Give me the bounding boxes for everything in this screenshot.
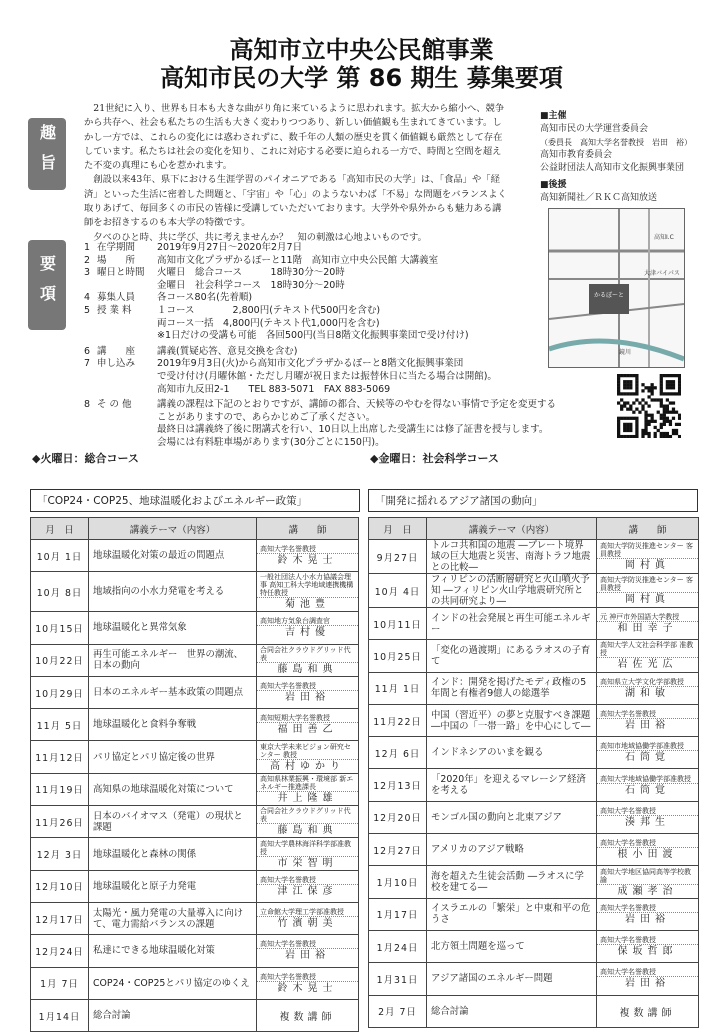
lecture-theme: 地球温暖化と異常気象	[89, 612, 257, 644]
lecturer-cell	[597, 769, 699, 801]
schedule-row	[31, 806, 359, 838]
lecture-theme: 太陽光・風力発電の大量導入に向けて、電力需給バランスの課題	[89, 902, 257, 934]
lecturer-name: 高村ゆかり	[270, 760, 345, 772]
organizer-line: 公益財団法人高知市文化振興事業団	[540, 163, 685, 173]
lecturer-cell	[257, 644, 359, 676]
lecturer-affiliation: 高知大学名誉教授	[597, 838, 698, 848]
qr-graphic	[617, 374, 681, 438]
lecturer-name: 複数講師	[279, 1012, 336, 1023]
schedule-row	[369, 801, 699, 833]
lecturer-affiliation: 高知大学名誉教授	[257, 681, 358, 691]
lecturer-cell	[597, 640, 699, 672]
lecturer-name: 根小田渡	[617, 849, 678, 861]
title-line2: 高知市民の大学 第 86 期生 募集要項	[160, 64, 563, 92]
lecture-date: 12月27日	[369, 834, 427, 866]
intro-paragraph: 夕べのひと時、共に学び、共に考えませんか？ 知の刺激は心地よいものです。	[93, 231, 427, 243]
lecturer-cell	[257, 612, 359, 644]
detail-line: ※1日だけの受講も可能 各回500円(当日8階文化振興事業団で受け付け)	[157, 330, 469, 342]
lecturer-name: 岩田裕	[625, 720, 670, 732]
lecture-date: 1月31日	[369, 963, 427, 995]
lecturer-cell	[257, 709, 359, 741]
lecture-date: 10月11日	[369, 608, 427, 640]
lecture-date: 11月12日	[31, 741, 89, 773]
section-label-shushi: 趣旨	[28, 118, 66, 190]
detail-item	[84, 292, 514, 305]
lecturer-cell	[597, 930, 699, 962]
detail-line: 講義の課程は下記のとおりですが、講師の都合、天候等のやむを得ない事情で予定を変更する	[157, 399, 557, 411]
schedule-row	[369, 704, 699, 736]
lecture-date: 12月20日	[369, 801, 427, 833]
schedule-row	[31, 935, 359, 967]
lecturer-name: 湖和敏	[625, 687, 670, 699]
lecturer-affiliation: 高知大学名誉教授	[597, 709, 698, 719]
friday-heading: ◆金曜日：社会科学コース	[370, 452, 499, 465]
friday-course-title: 「開発に揺れるアジア諸国の動向」	[368, 489, 698, 512]
detail-line: 会場には有料駐車場があります(30分ごとに150円)。	[157, 436, 385, 448]
schedule-row	[369, 963, 699, 995]
detail-value	[157, 346, 514, 359]
lecturer-affiliation: 高知大学名誉教授	[597, 806, 698, 816]
schedule-row	[31, 676, 359, 708]
lecturer-affiliation: 高知大学名誉教授	[597, 935, 698, 945]
lecture-theme: アジア諸国のエネルギー問題	[427, 963, 597, 995]
lecture-date: 1月14日	[31, 999, 89, 1031]
lecturer-name: 市栄智明	[277, 857, 338, 869]
lecturer-affiliation: 合同会社クラウドグリッド代表	[257, 806, 358, 824]
lecturer-affiliation: 高知大学名誉教授	[257, 544, 358, 554]
lecture-theme: 「2020年」を迎えるマレーシア経済を考える	[427, 769, 597, 801]
schedule-row	[369, 930, 699, 962]
lecturer-cell	[257, 676, 359, 708]
lecturer-name: 藤島和典	[277, 663, 338, 675]
organizer-line: 高知市教育委員会	[540, 150, 613, 160]
schedule-row	[369, 672, 699, 704]
lecture-date: 1月 7日	[31, 967, 89, 999]
schedule-row	[31, 967, 359, 999]
lecturer-cell	[597, 963, 699, 995]
lecture-theme: 北方領土問題を巡って	[427, 930, 597, 962]
lecture-date: 12月 6日	[369, 737, 427, 769]
lecture-date: 2月 7日	[369, 995, 427, 1027]
lecturer-affiliation: 高知大学防災推進センター 客員教授	[597, 541, 698, 559]
lecture-date: 10月22日	[31, 644, 89, 676]
lecturer-affiliation: 高知大学地域協働学部准教授	[597, 774, 698, 784]
detail-number: 6	[84, 345, 91, 357]
lecturer-cell	[257, 773, 359, 805]
detail-item	[84, 267, 514, 292]
lecture-theme: 地球温暖化と食料争奪戦	[89, 709, 257, 741]
schedule-row	[369, 834, 699, 866]
col-lecturer-header: 講 師	[597, 518, 699, 540]
lecturer-affiliation: 高知大学名誉教授	[597, 903, 698, 913]
lecturer-cell	[257, 572, 359, 612]
lecture-theme: 再生可能エネルギー 世界の潮流、日本の動向	[89, 644, 257, 676]
schedule-row	[31, 870, 359, 902]
lecturer-affiliation: 高知大学名誉教授	[257, 939, 358, 949]
lecturer-cell	[597, 574, 699, 608]
lecturer-name: 和田幸子	[617, 623, 678, 635]
lecture-theme: 地球温暖化と原子力発電	[89, 870, 257, 902]
organizer-line: 高知市民の大学運営委員会	[540, 124, 649, 134]
intro-paragraph: 21世紀に入り、世界も日本も大きな曲がり角に来ているように思われます。拡大から縮小へ、競争から共存へ、社会も私たちの生活も大きく変わりつつあり、新しい価値観も生まれてきています。しかし一方では、これらの変化には惑わされずに、数千年の人類の歴史を貫く価値観も厳然として存在しています。私たちは社会の変化を知り、これに対応する必要に迫られる一方で、時間と空間を超えた不変の真理にも心を惹かれます。	[84, 103, 505, 172]
lecturer-name: 石筒覚	[625, 752, 670, 764]
lecture-theme: フィリピンの活断層研究と火山噴火予知 ―フィリピン火山学地震研究所との共同研究より―	[427, 574, 597, 608]
map-graphic	[549, 209, 684, 367]
lecturer-name: 岡村眞	[625, 594, 670, 605]
lecture-date: 1月10日	[369, 866, 427, 898]
detail-label: 申し込み	[97, 358, 136, 370]
lecturer-cell	[257, 935, 359, 967]
lecturer-name: 岩田裕	[285, 692, 330, 704]
schedule-row	[369, 737, 699, 769]
detail-line: 講義(質疑応答、意見交換を含む)	[157, 345, 298, 357]
schedule-row	[31, 741, 359, 773]
detail-value	[157, 267, 514, 292]
col-theme-header: 講義テーマ（内容）	[427, 518, 597, 540]
schedule-row	[31, 540, 359, 572]
lecture-date: 10月15日	[31, 612, 89, 644]
lecture-date: 10月29日	[31, 676, 89, 708]
lecturer-cell	[257, 870, 359, 902]
map-place-label: かるぽーと	[593, 292, 625, 299]
lecture-date: 12月10日	[31, 870, 89, 902]
detail-item	[84, 358, 514, 396]
lecturer-affiliation: 合同会社クラウドグリッド代表	[257, 645, 358, 663]
detail-line: ことがありますので、あらかじめご了承ください。	[157, 411, 376, 423]
lecture-date: 12月 3日	[31, 838, 89, 870]
detail-line: １コース 2,800円(テキスト代500円を含む)	[157, 304, 381, 316]
schedule-row	[31, 572, 359, 612]
lecturer-affiliation: 高知県林業振興・環境部 新エネルギー推進課長	[257, 774, 358, 792]
lecture-theme: モンゴル国の動向と北東アジア	[427, 801, 597, 833]
lecture-date: 12月13日	[369, 769, 427, 801]
detail-line: 金曜日 社会科学コース 18時30分～20時	[157, 279, 345, 291]
lecturer-cell	[597, 834, 699, 866]
schedule-row	[31, 644, 359, 676]
lecture-date: 11月22日	[369, 704, 427, 736]
lecturer-cell	[257, 838, 359, 870]
detail-item	[84, 305, 514, 343]
lecture-date: 12月17日	[31, 902, 89, 934]
detail-number: 1	[84, 242, 91, 253]
qr-code	[617, 374, 681, 438]
lecturer-cell	[597, 672, 699, 704]
col-theme-header: 講義テーマ（内容）	[89, 518, 257, 540]
lecturer-cell	[257, 806, 359, 838]
lecture-date: 1月17日	[369, 898, 427, 930]
detail-line: 両コース一括 4,800円(テキスト代1,000円を含む)	[157, 317, 380, 329]
detail-number: 2	[84, 254, 91, 266]
lecture-theme: パリ協定とパリ協定後の世界	[89, 741, 257, 773]
tuesday-course-title: 「COP24・COP25、地球温暖化およびエネルギー政策」	[30, 489, 360, 512]
lecturer-cell	[257, 999, 359, 1031]
lecturer-name: 福田善乙	[277, 724, 338, 736]
lecture-date: 11月 5日	[31, 709, 89, 741]
organizer-heading: ■主催	[540, 111, 567, 121]
sponsor-heading: ■後援	[540, 180, 567, 190]
lecture-theme: 総合討論	[427, 995, 597, 1027]
schedule-row	[369, 995, 699, 1027]
lecturer-affiliation: 高知大学名誉教授	[597, 967, 698, 977]
detail-line: 火曜日 総合コース 18時30分～20時	[157, 267, 345, 279]
schedule-row	[31, 612, 359, 644]
detail-label: 在学期間	[97, 242, 136, 253]
lecture-theme: COP24・COP25とパリ協定のゆくえ	[89, 967, 257, 999]
tuesday-schedule-table	[30, 517, 359, 1032]
schedule-row	[31, 709, 359, 741]
lecturer-name: 岩田裕	[625, 978, 670, 990]
lecturer-name: 藤島和典	[277, 825, 338, 837]
lecturer-name: 岩田裕	[285, 950, 330, 962]
schedule-row	[369, 898, 699, 930]
lecture-theme: 中国（習近平）の夢と克服すべき課題 ―中国の「一帯一路」を中心にして―	[427, 704, 597, 736]
lecturer-name: 鈴木晃士	[277, 555, 338, 567]
schedule-row	[369, 769, 699, 801]
detail-value	[157, 242, 514, 255]
lecturer-cell	[597, 737, 699, 769]
lecture-date: 11月19日	[31, 773, 89, 805]
schedule-row	[31, 773, 359, 805]
schedule-row	[31, 999, 359, 1031]
lecture-date: 10月 8日	[31, 572, 89, 612]
title-line1: 高知市立中央公民館事業	[229, 36, 494, 64]
lecture-date: 10月 1日	[31, 540, 89, 572]
detail-value	[157, 358, 514, 396]
detail-value	[157, 255, 514, 268]
lecture-date: 12月24日	[31, 935, 89, 967]
map-road-label: 大津バイパス	[644, 270, 680, 277]
detail-value	[157, 292, 514, 305]
lecturer-affiliation: 高知県立大学文化学部教授	[597, 677, 698, 687]
lecturer-affiliation: 元 神戸市外国語大学教授	[597, 612, 698, 622]
sponsor-line: 高知新聞社／ＲＫＣ高知放送	[540, 193, 658, 203]
lecture-theme: 高知県の地球温暖化対策について	[89, 773, 257, 805]
schedule-row	[31, 838, 359, 870]
intro-paragraph: 創設以来43年、県下における生涯学習のパイオニアである「高知市民の大学」は、「食品」や「経済」といった生活に密着した問題と、「宇宙」や「心」のようないわば「不易」な問題をバランスよく取りあげて、毎回多くの市民の皆様に受講していただいております。大学外や県外からも魅力ある講師をお招きするのも本大学の特徴です。	[84, 174, 507, 229]
lecture-theme: イスラエルの「繁栄」と中東和平の危うさ	[427, 898, 597, 930]
organizers	[540, 110, 715, 205]
lecturer-cell	[597, 704, 699, 736]
lecturer-name: 岡村眞	[625, 560, 670, 571]
detail-number: 7	[84, 358, 91, 370]
detail-item	[84, 399, 557, 449]
lecturer-affiliation: 高知大学名誉教授	[257, 875, 358, 885]
lecturer-cell	[257, 967, 359, 999]
lecture-theme: 私達にできる地球温暖化対策	[89, 935, 257, 967]
lecturer-affiliation: 高知地方気象台調査官	[257, 616, 358, 626]
schedule-row	[369, 608, 699, 640]
detail-line: 高知市九反田2-1 TEL 883-5071 FAX 883-5069	[157, 383, 391, 395]
detail-line: で受け付け(月曜休館・ただし月曜が祝日または振替休日に当たる場合は開館)。	[157, 370, 497, 382]
schedule-row	[369, 540, 699, 574]
lecturer-affiliation: 高知大学地区協同高等学校教諭	[597, 867, 698, 885]
col-date-header: 月 日	[369, 518, 427, 540]
detail-line: 高知市文化プラザかるぽーと11階 高知市立中央公民館 大講義室	[157, 254, 439, 266]
section-label-yoko: 要項	[28, 240, 66, 330]
lecturer-affiliation: 高知大学名誉教授	[257, 972, 358, 982]
lecturer-name: 菊池豊	[285, 599, 330, 611]
organizer-line: （委員長 高知大学名誉教授 岩田 裕）	[540, 138, 692, 147]
lecturer-affiliation: 東京大学未来ビジョン研究センター 教授	[257, 742, 358, 760]
lecture-date: 11月 1日	[369, 672, 427, 704]
lecturer-cell	[597, 608, 699, 640]
detail-line: 2019年9月27日～2020年2月7日	[157, 242, 303, 253]
detail-value	[157, 399, 556, 449]
lecture-date: 9月27日	[369, 540, 427, 574]
lecturer-cell	[597, 801, 699, 833]
location-map	[548, 208, 685, 368]
schedule-row	[31, 902, 359, 934]
lecture-theme: インド：開発を掲げたモディ政権の5年間と有権者9億人の総選挙	[427, 672, 597, 704]
lecture-theme: 総合討論	[89, 999, 257, 1031]
lecturer-affiliation: 高知大学農林海洋科学部准教授	[257, 839, 358, 857]
tuesday-heading: ◆火曜日：総合コース	[32, 452, 139, 465]
detail-item	[84, 255, 514, 268]
col-date-header: 月 日	[31, 518, 89, 540]
lecture-theme: 地球温暖化対策の最近の問題点	[89, 540, 257, 572]
lecturer-name: 吉村優	[285, 627, 330, 639]
lecturer-affiliation: 高知市地域協働学部准教授	[597, 741, 698, 751]
lecturer-name: 保坂哲郎	[617, 946, 678, 958]
detail-number: 8	[84, 399, 91, 411]
lecture-theme: アメリカのアジア戦略	[427, 834, 597, 866]
lecture-theme: 日本のエネルギー基本政策の問題点	[89, 676, 257, 708]
detail-label: 募集人員	[97, 292, 136, 304]
lecturer-cell	[597, 995, 699, 1027]
col-lecturer-header: 講 師	[257, 518, 359, 540]
intro-text	[84, 102, 509, 245]
lecturer-affiliation: 高知短期大学名誉教授	[257, 713, 358, 723]
detail-line: 各コース80名(先着順)	[157, 292, 253, 304]
lecture-date: 1月24日	[369, 930, 427, 962]
lecturer-cell	[597, 866, 699, 898]
lecture-date: 10月 4日	[369, 574, 427, 608]
lecturer-name: 竹濱朝美	[277, 918, 338, 930]
lecture-theme: トルコ共和国の地震 ―プレート境界域の巨大地震と災害、南海トラフ地震との比較―	[427, 540, 597, 574]
lecture-date: 10月25日	[369, 640, 427, 672]
detail-value	[157, 305, 514, 343]
lecturer-affiliation: 高知大学防災推進センター 客員教授	[597, 575, 698, 593]
detail-number: 5	[84, 304, 91, 316]
detail-label: 場 所	[97, 254, 136, 266]
lecture-theme: インドネシアのいまを観る	[427, 737, 597, 769]
detail-label: そ の 他	[97, 399, 132, 411]
lecturer-affiliation: 立命館大学理工学部准教授	[257, 907, 358, 917]
schedule-row	[369, 866, 699, 898]
lecturer-cell	[257, 741, 359, 773]
detail-label: 講 座	[97, 345, 136, 357]
lecturer-name: 成瀬孝治	[617, 885, 678, 897]
detail-item	[84, 346, 514, 359]
detail-label: 授 業 料	[97, 304, 132, 316]
lecturer-affiliation: 高知大学人文社会科学部 准教授	[597, 640, 698, 658]
lecturer-name: 石筒覚	[625, 784, 670, 796]
lecturer-name: 鈴木晃士	[277, 982, 338, 994]
schedule-row	[369, 640, 699, 672]
lecture-theme: インドの社会発展と再生可能エネルギー	[427, 608, 597, 640]
lecturer-affiliation: 一般社団法人小水力協議会理事 高知工科大学地域連携機構特任教授	[257, 572, 358, 598]
detail-line: 2019年9月3日(火)から高知市文化プラザかるぽーと8階文化振興事業団	[157, 358, 464, 370]
detail-number: 4	[84, 292, 91, 304]
lecturer-cell	[597, 540, 699, 574]
detail-label: 曜日と時間	[97, 267, 145, 279]
detail-item	[84, 242, 514, 255]
friday-schedule-table	[368, 517, 699, 1028]
detail-number: 3	[84, 267, 91, 279]
lecture-theme: 海を超えた生徒会活動 ―ラオスに学校を建てる―	[427, 866, 597, 898]
lecturer-cell	[257, 540, 359, 572]
lecturer-name: 井上隆雄	[277, 792, 338, 804]
lecture-theme: 地球温暖化と森林の関係	[89, 838, 257, 870]
detail-line: 最終日は講義終了後に閉講式を行い、10日以上出席した受講生には修了証書を授与します。	[157, 424, 549, 436]
lecture-theme: 地域指向の小水力発電を考える	[89, 572, 257, 612]
lecture-theme: 「変化の過渡期」にあるラオスの子育て	[427, 640, 597, 672]
map-river-label: 鏡川	[619, 349, 632, 356]
details-list	[84, 242, 557, 450]
lecture-date: 11月26日	[31, 806, 89, 838]
lecturer-name: 岩田裕	[625, 913, 670, 925]
lecturer-cell	[257, 902, 359, 934]
lecturer-name: 岩佐光広	[617, 659, 678, 671]
lecturer-name: 津江保彦	[277, 885, 338, 897]
lecturer-name: 複数講師	[619, 1007, 676, 1019]
map-ic-label: 高知I.C	[654, 234, 674, 241]
lecturer-name: 湊邦生	[625, 816, 670, 828]
lecturer-cell	[597, 898, 699, 930]
schedule-row	[369, 574, 699, 608]
lecture-theme: 日本のバイオマス（発電）の現状と課題	[89, 806, 257, 838]
